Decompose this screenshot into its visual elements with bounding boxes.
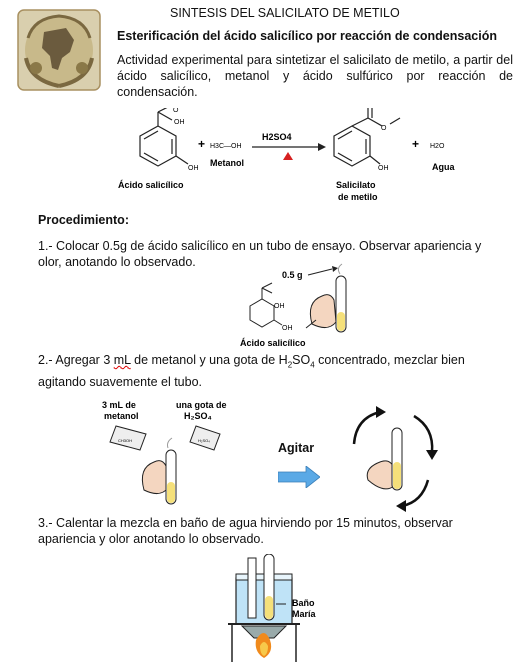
shake-label: Agitar (278, 441, 315, 455)
salicylic-acid-structure (140, 108, 188, 166)
water-formula: H2O (430, 143, 445, 150)
fig1-compound-label: Ácido salicílico (240, 338, 306, 348)
water-bath-figure (212, 554, 332, 666)
methanol-label: Metanol (210, 158, 245, 168)
methanol-formula: H3C—OH (210, 143, 242, 150)
plus-sign-1: + (198, 137, 206, 151)
ester-o-label: O (381, 125, 387, 132)
catalyst-label: H2SO4 (262, 132, 292, 142)
methyl-salicylate-structure (334, 108, 400, 166)
heat-warning-icon (283, 152, 293, 160)
subtitle: Esterificación del ácido salicílico por reacción de condensación (117, 29, 497, 43)
acid-drop-label-1: una gota de (176, 400, 227, 410)
water-label: Agua (432, 162, 455, 172)
bath-label-2: María (292, 609, 316, 619)
bottle-1-label: CH3OH (118, 438, 133, 443)
ester-oh-label: OH (378, 165, 389, 172)
step-2-figure (96, 398, 246, 508)
acid-oh-label-2: OH (188, 165, 199, 172)
step-1-text: 1.- Colocar 0.5g de ácido salicílico en un tubo de ensayo. Observar apariencia y olor, anotando lo observado. (38, 239, 482, 269)
methanol-label-2: metanol (104, 411, 139, 421)
step-3-text: 3.- Calentar la mezcla en baño de agua hirviendo por 15 minutos, observar apariencia y olor anotando lo observado. (38, 516, 453, 546)
fig1-oh-2: OH (282, 325, 293, 332)
acid-o-label: O (173, 108, 179, 114)
reaction-scheme (110, 108, 510, 204)
methanol-label-1: 3 mL de (102, 400, 136, 410)
acid-label: Ácido salicílico (118, 180, 184, 190)
bath-label-1: Baño (292, 598, 315, 608)
page-title: SINTESIS DEL SALICILATO DE METILO (170, 6, 400, 20)
description: Actividad experimental para sintetizar el salicilato de metilo, a partir del ácido salicílico, metanol y ácido sulfúrico por reacción de condensación. (117, 53, 513, 99)
mass-label: 0.5 g (282, 270, 303, 280)
plus-sign-2: + (412, 137, 420, 151)
ester-label-1: Salicilato (336, 180, 376, 190)
ester-label-2: de metilo (338, 192, 378, 202)
step-2-text: 2.- Agregar 3 mL de metanol y una gota de $H_2SO_4$ concentrado, mezclar bien agitando suavemente el tubo. (38, 353, 465, 389)
university-seal-logo (14, 8, 104, 92)
bottle-2-label: H₂SO₄ (198, 438, 210, 443)
shaking-tube-figure (340, 406, 444, 514)
acid-oh-label-1: OH (174, 119, 185, 126)
fig1-oh-1: OH (274, 303, 285, 310)
step-1-figure (236, 262, 366, 352)
procedure-heading: Procedimiento: (38, 213, 129, 227)
acid-drop-label-2: H₂SO₄ (184, 411, 212, 421)
shake-arrow-icon (278, 466, 320, 488)
